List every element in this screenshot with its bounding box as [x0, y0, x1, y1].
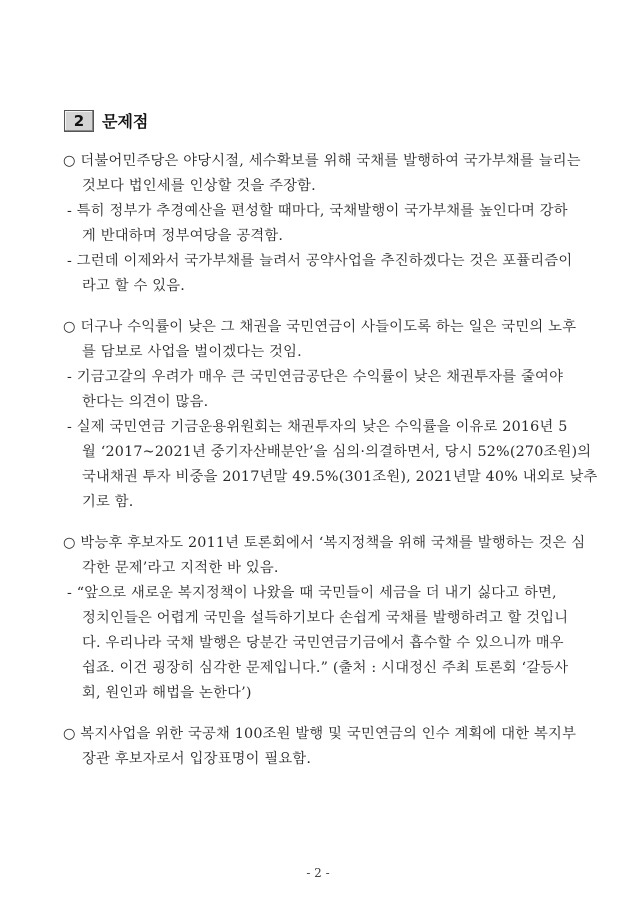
paragraph-3-line: ○ 복지사업을 위한 국공채 100조원 발행 및 국민연금의 인수 계획에 대한 복지부 — [63, 726, 577, 742]
paragraph-1-line: 월 ‘2017~2021년 중기자산배분안’을 심의·의결하면서, 당시 52%(270조원)의 — [82, 444, 592, 460]
paragraph-3-line: 장관 후보자로서 입장표명이 필요함. — [82, 751, 312, 767]
paragraph-2-line: 쉽죠. 이건 굉장히 심각한 문제입니다.” (출처 : 시대정신 주최 토론회 ‘갈등사 — [82, 660, 569, 676]
paragraph-0-line: ○ 더불어민주당은 야당시절, 세수확보를 위해 국채를 발행하여 국가부채를 늘리는 — [63, 153, 581, 169]
paragraph-1-line: - 실제 국민연금 기금운용위원회는 채권투자의 낮은 수익률을 이유로 2016년 5 — [67, 419, 568, 435]
paragraph-1-line: 기로 함. — [82, 494, 134, 510]
paragraph-2-line: ○ 박능후 후보자도 2011년 토론회에서 ‘복지정책을 위해 국채를 발행하는 것은 심 — [63, 535, 586, 551]
paragraph-2-line: 각한 문제’라고 지적한 바 있음. — [82, 560, 279, 576]
paragraph-1-line: ○ 더구나 수익률이 낮은 그 채권을 국민연금이 사들이도록 하는 일은 국민의 노후 — [63, 319, 577, 335]
paragraph-1-line: 한다는 의견이 많음. — [82, 394, 209, 410]
paragraph-1-line: - 기금고갈의 우려가 매우 큰 국민연금공단은 수익률이 낮은 채권투자를 줄여야 — [67, 369, 564, 385]
paragraph-0-line: - 그런데 이제와서 국가부채를 늘려서 공약사업을 추진하겠다는 것은 포퓰리즘이 — [67, 253, 573, 269]
paragraph-0-line: - 특히 정부가 추경예산을 편성할 때마다, 국채발행이 국가부채를 높인다며 강하 — [67, 203, 568, 219]
paragraph-1-line: 를 담보로 사업을 벌이겠다는 것임. — [82, 344, 302, 360]
paragraph-1-line: 국내채권 투자 비중을 2017년말 49.5%(301조원), 2021년말 40% 내외로 낮추 — [82, 469, 598, 485]
paragraph-2-line: - “앞으로 새로운 복지정책이 나왔을 때 국민들이 세금을 더 내기 싫다고 하면, — [67, 585, 557, 601]
page-number: - 2 - — [306, 866, 330, 880]
paragraph-0-line: 게 반대하며 정부여당을 공격함. — [82, 228, 284, 244]
paragraph-2-line: 회, 원인과 해법을 논한다’) — [82, 685, 252, 701]
paragraph-2-line: 정치인들은 어렵게 국민을 설득하기보다 손쉽게 국채를 발행하려고 할 것입니 — [82, 610, 569, 626]
paragraph-0-line: 것보다 법인세를 인상할 것을 주장함. — [82, 178, 316, 194]
section-number-box: 2 — [64, 110, 94, 132]
section-title: 문제점 — [102, 112, 149, 131]
section-heading — [64, 109, 148, 132]
paragraph-0-line: 라고 할 수 있음. — [82, 278, 186, 294]
paragraph-2-line: 다. 우리나라 국채 발행은 당분간 국민연금기금에서 흡수할 수 있으니까 매우 — [82, 635, 564, 651]
